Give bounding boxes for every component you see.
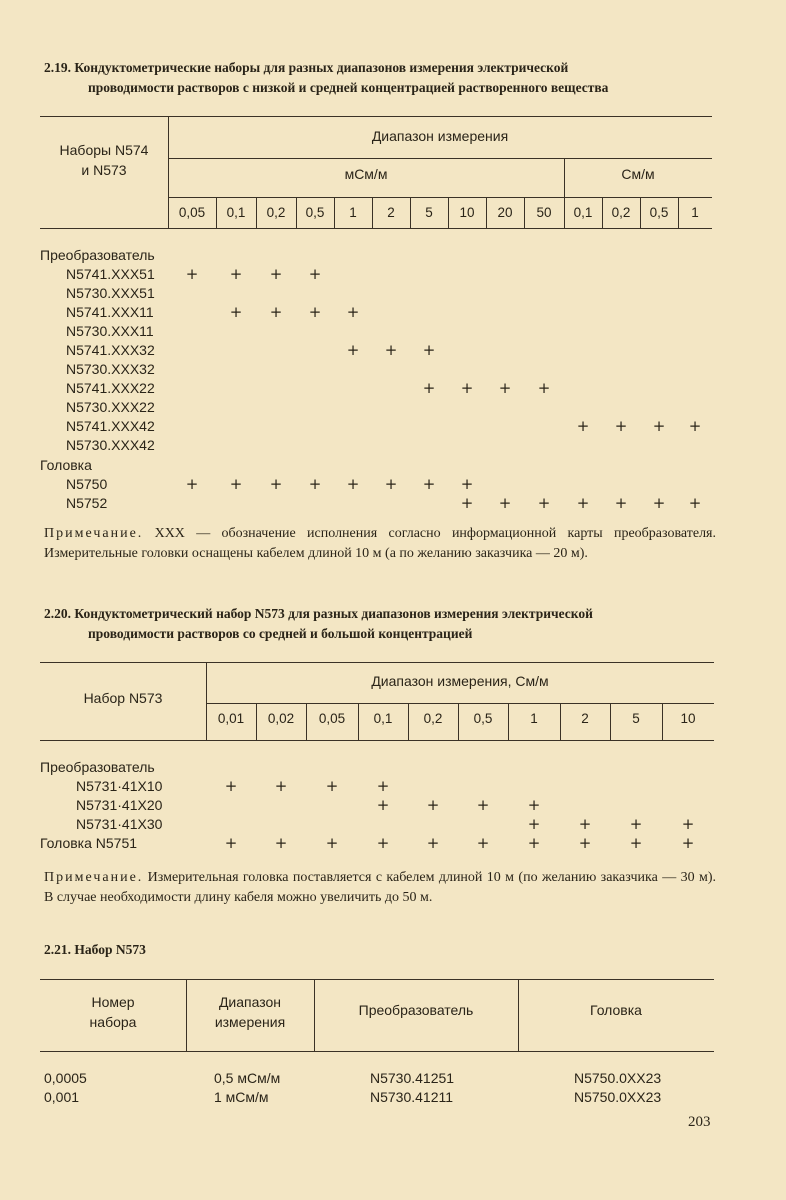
availability-mark: + — [578, 815, 592, 833]
column-header-value: 5 — [425, 205, 433, 220]
col-number-line-1: Номер — [91, 994, 135, 1010]
availability-mark: + — [629, 834, 643, 852]
table-rule — [40, 1051, 714, 1052]
section-2-20-title — [44, 604, 724, 644]
table-rule — [410, 197, 411, 228]
table-rule — [168, 197, 712, 198]
table-rule — [640, 197, 641, 228]
table-rule — [40, 116, 712, 117]
availability-mark: + — [269, 265, 283, 283]
availability-mark: + — [498, 379, 512, 397]
availability-mark: + — [614, 494, 628, 512]
set-number: 0,001 — [44, 1089, 80, 1105]
table-rule — [256, 197, 257, 228]
availability-mark: + — [376, 777, 390, 795]
table-rule — [358, 703, 359, 740]
availability-mark: + — [384, 341, 398, 359]
table-rule — [508, 703, 509, 740]
column-header-value: 10 — [680, 711, 696, 726]
section-2-21-title — [44, 940, 724, 960]
availability-mark: + — [308, 265, 322, 283]
unit-msm: мСм/м — [344, 166, 388, 182]
availability-mark: + — [269, 303, 283, 321]
availability-mark: + — [274, 834, 288, 852]
note-2-20 — [44, 868, 716, 908]
availability-mark: + — [652, 494, 666, 512]
converter-label: N5741.XXX32 — [66, 342, 155, 358]
range-label: Диапазон измерения, См/м — [371, 673, 549, 689]
head-label: N5752 — [66, 495, 108, 511]
column-header-value: 0,5 — [473, 711, 493, 726]
availability-mark: + — [476, 834, 490, 852]
availability-mark: + — [376, 834, 390, 852]
availability-mark: + — [681, 834, 695, 852]
group-head: Головка — [40, 457, 92, 473]
availability-mark: + — [498, 494, 512, 512]
title: 2.21. Набор N573 — [44, 942, 146, 957]
column-header-value: 0,1 — [226, 205, 246, 220]
column-header-value: 0,2 — [266, 205, 286, 220]
set-number: 0,0005 — [44, 1070, 87, 1086]
converter-model: N5730.41251 — [370, 1070, 455, 1086]
availability-mark: + — [274, 777, 288, 795]
availability-mark: + — [325, 834, 339, 852]
title-line-1: 2.20. Кондуктометрический набор N573 для разных диапазонов измерения электрической — [44, 606, 593, 621]
availability-mark: + — [422, 341, 436, 359]
column-header-value: 2 — [387, 205, 395, 220]
sets-label-line-1: Наборы N574 — [59, 142, 149, 158]
table-rule — [610, 703, 611, 740]
converter-label: N5731·41X20 — [76, 797, 163, 813]
table-rule — [40, 740, 714, 741]
converter-label: N5730.XXX51 — [66, 285, 155, 301]
column-header-value: 5 — [632, 711, 640, 726]
availability-mark: + — [460, 379, 474, 397]
availability-mark: + — [614, 417, 628, 435]
converter-label: N5741.XXX51 — [66, 266, 155, 282]
column-header-value: 0,5 — [649, 205, 669, 220]
column-header-value: 1 — [349, 205, 357, 220]
availability-mark: + — [681, 815, 695, 833]
availability-mark: + — [578, 834, 592, 852]
section-2-19-title — [44, 58, 724, 98]
column-header-value: 0,02 — [267, 711, 295, 726]
availability-mark: + — [325, 777, 339, 795]
sets-label — [40, 140, 168, 180]
table-rule — [662, 703, 663, 740]
converter-label: N5730.XXX42 — [66, 437, 155, 453]
availability-mark: + — [527, 796, 541, 814]
availability-mark: + — [460, 494, 474, 512]
column-header-value: 0,05 — [178, 205, 206, 220]
availability-mark: + — [652, 417, 666, 435]
converter-label: N5741.XXX42 — [66, 418, 155, 434]
column-header-value: 0,01 — [217, 711, 245, 726]
availability-mark: + — [527, 815, 541, 833]
availability-mark: + — [346, 341, 360, 359]
column-header-value: 0,2 — [423, 711, 443, 726]
note-prefix: Примечание. — [44, 526, 144, 541]
column-header-value: 0,05 — [318, 711, 346, 726]
col-converter: Преобразователь — [358, 1002, 474, 1018]
availability-mark: + — [229, 303, 243, 321]
group-converter: Преобразователь — [40, 759, 155, 775]
col-head: Головка — [590, 1002, 642, 1018]
note-text: Измерительная головка поставляется с кабелем длиной 10 м (по желанию заказчика — 30 м). В случае необходимости длину кабеля можно увеличить до 50 м. — [44, 870, 716, 905]
converter-label: N5731·41X10 — [76, 778, 163, 794]
page-number: 203 — [688, 1114, 711, 1130]
col-number — [40, 992, 186, 1032]
availability-mark: + — [346, 303, 360, 321]
column-header-value: 10 — [459, 205, 475, 220]
table-rule — [256, 703, 257, 740]
table-rule — [564, 197, 565, 228]
table-rule — [458, 703, 459, 740]
converter-label: N5730.XXX22 — [66, 399, 155, 415]
availability-mark: + — [426, 796, 440, 814]
table-rule — [524, 197, 525, 228]
converter-label: N5731·41X30 — [76, 816, 163, 832]
table-rule — [560, 703, 561, 740]
availability-mark: + — [384, 475, 398, 493]
availability-mark: + — [537, 494, 551, 512]
unit-sm: См/м — [621, 166, 655, 182]
availability-mark: + — [376, 796, 390, 814]
table-rule — [334, 197, 335, 228]
column-header-value: 20 — [497, 205, 513, 220]
availability-mark: + — [688, 417, 702, 435]
table-rule — [296, 197, 297, 228]
table-rule — [678, 197, 679, 228]
availability-mark: + — [629, 815, 643, 833]
table-rule — [40, 979, 714, 980]
sets-label-line-2: и N573 — [81, 162, 127, 178]
availability-mark: + — [229, 265, 243, 283]
availability-mark: + — [422, 475, 436, 493]
availability-mark: + — [460, 475, 474, 493]
availability-mark: + — [576, 494, 590, 512]
converter-model: N5730.41211 — [370, 1089, 454, 1105]
group-converter: Преобразователь — [40, 247, 155, 263]
table-rule — [408, 703, 409, 740]
availability-mark: + — [308, 475, 322, 493]
availability-mark: + — [527, 834, 541, 852]
availability-mark: + — [346, 475, 360, 493]
availability-mark: + — [576, 417, 590, 435]
table-rule — [40, 662, 714, 663]
table-rule — [216, 197, 217, 228]
col-range-line-2: измерения — [214, 1014, 286, 1030]
note-2-19 — [44, 524, 716, 564]
table-rule — [168, 158, 712, 159]
title-line-2: проводимости растворов с низкой и средней концентрацией растворенного вещества — [88, 80, 609, 95]
availability-mark: + — [224, 777, 238, 795]
availability-mark: + — [308, 303, 322, 321]
measurement-range: 0,5 мСм/м — [214, 1070, 281, 1086]
column-header-value: 2 — [581, 711, 589, 726]
note-prefix: Примечание. — [44, 870, 144, 885]
availability-mark: + — [229, 475, 243, 493]
col-range — [186, 992, 314, 1032]
converter-label: N5730.XXX32 — [66, 361, 155, 377]
column-header-value: 1 — [691, 205, 699, 220]
col-number-line-2: набора — [89, 1014, 137, 1030]
table-rule — [448, 197, 449, 228]
table-rule — [306, 703, 307, 740]
table-rule — [206, 703, 714, 704]
availability-mark: + — [185, 265, 199, 283]
converter-label: N5741.XXX11 — [66, 304, 154, 320]
table-rule — [602, 197, 603, 228]
head-model: N5750.0XX23 — [574, 1089, 662, 1105]
note-text: XXX — обозначение исполнения согласно информационной карты преобразователя. Измерительные головки оснащены кабелем длиной 10 м (а по желанию заказчика — 20 м). — [44, 526, 716, 561]
measurement-range: 1 мСм/м — [214, 1089, 269, 1105]
col-range-line-1: Диапазон — [218, 994, 282, 1010]
column-header-value: 0,2 — [611, 205, 631, 220]
column-header-value: 50 — [536, 205, 552, 220]
availability-mark: + — [688, 494, 702, 512]
availability-mark: + — [422, 379, 436, 397]
availability-mark: + — [537, 379, 551, 397]
availability-mark: + — [185, 475, 199, 493]
column-header-value: 0,1 — [573, 205, 593, 220]
set-label: Набор N573 — [83, 690, 163, 706]
head-label: N5750 — [66, 476, 108, 492]
converter-label: N5741.XXX22 — [66, 380, 155, 396]
table-rule — [486, 197, 487, 228]
column-header-value: 1 — [530, 711, 538, 726]
range-label: Диапазон измерения — [371, 128, 509, 144]
table-rule — [40, 228, 712, 229]
column-header-value: 0,5 — [305, 205, 325, 220]
column-header-value: 0,1 — [373, 711, 393, 726]
availability-mark: + — [224, 834, 238, 852]
availability-mark: + — [269, 475, 283, 493]
title-line-1: 2.19. Кондуктометрические наборы для разных диапазонов измерения электрической — [44, 60, 569, 75]
table-rule — [372, 197, 373, 228]
availability-mark: + — [426, 834, 440, 852]
head-label: Головка N5751 — [40, 835, 138, 851]
title-line-2: проводимости растворов со средней и большой концентрацией — [88, 626, 473, 641]
head-model: N5750.0XX23 — [574, 1070, 662, 1086]
availability-mark: + — [476, 796, 490, 814]
converter-label: N5730.XXX11 — [66, 323, 154, 339]
